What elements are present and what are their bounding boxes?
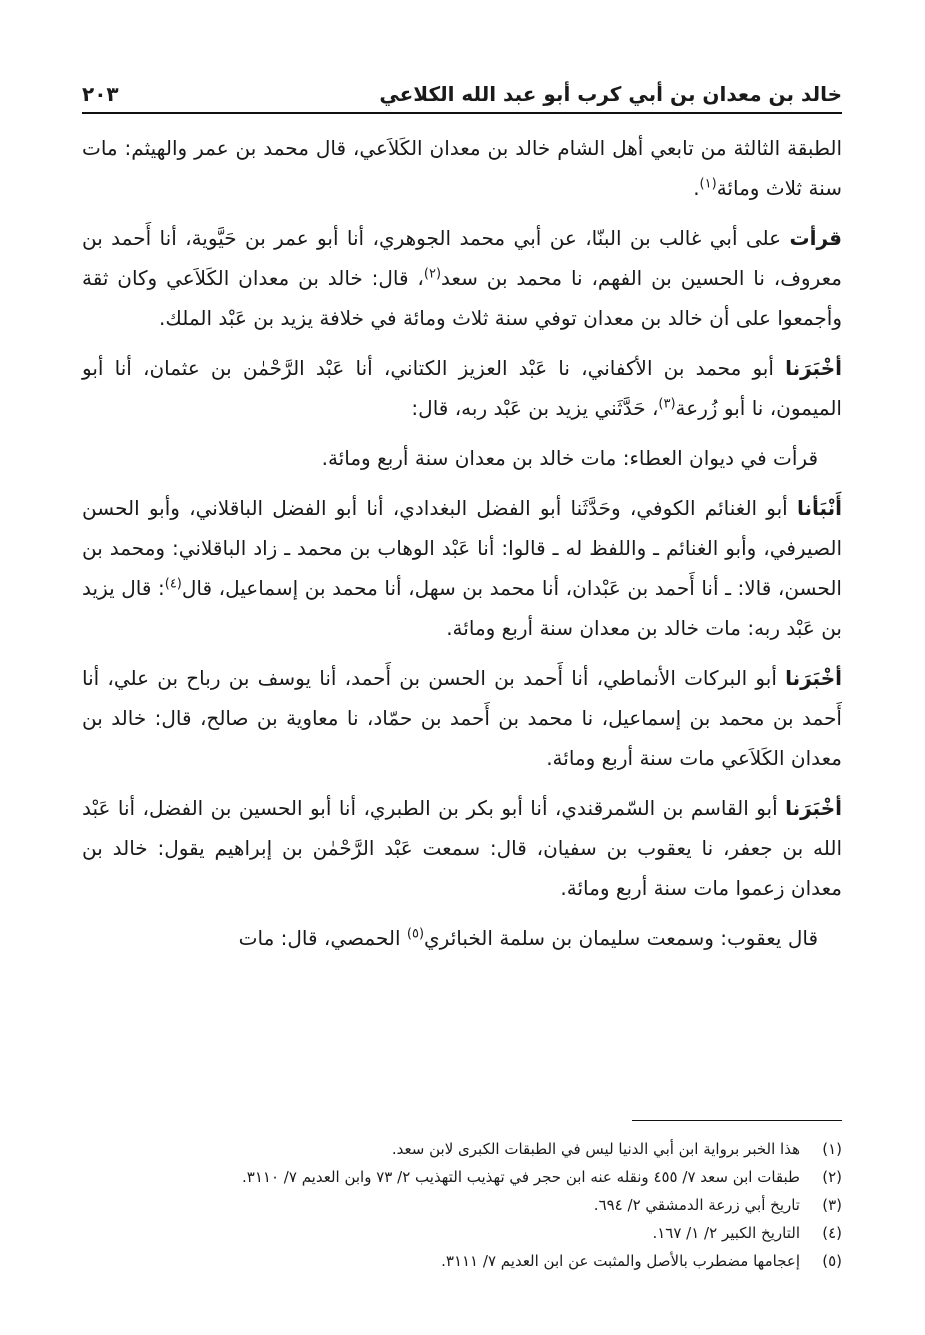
paragraph [82, 788, 842, 908]
paragraph-tail: : قال يزيد بن عَبْد ربه: مات خالد بن معدان سنة أربع ومائة. [82, 576, 842, 640]
running-header [82, 70, 842, 114]
footnote-text: هذا الخبر برواية ابن أبي الدنيا ليس في الطبقات الكبرى لابن سعد. [391, 1140, 800, 1158]
footnote-number: (١) [822, 1140, 842, 1158]
footnote-item [82, 1191, 842, 1219]
footnote-number: (٥) [822, 1252, 842, 1270]
paragraph-lead: قرأت [789, 226, 842, 250]
paragraph-text: الطبقة الثالثة من تابعي أهل الشام خالد بن معدان الكَلاَعي، قال محمد بن عمر والهيثم: مات سنة ثلاث ومائة [82, 136, 842, 200]
footnote-text: التاريخ الكبير ٢/ ١/ ١٦٧. [652, 1224, 800, 1242]
footnote-text: تاريخ أبي زرعة الدمشقي ٢/ ٦٩٤. [593, 1196, 800, 1214]
paragraph [82, 128, 842, 208]
paragraph [82, 348, 842, 428]
paragraph-text: قال يعقوب: وسمعت سليمان بن سلمة الخبائري [424, 926, 818, 950]
header-title: خالد بن معدان بن أبي كرب أبو عبد الله الكلاعي [379, 82, 842, 106]
paragraph-tail: . [693, 176, 700, 200]
page-number: ٢٠٣ [82, 82, 119, 106]
footnote-item [82, 1135, 842, 1163]
paragraph-text: أبو البركات الأنماطي، أنا أَحمد بن الحسن بن أَحمد، أنا يوسف بن رباح بن علي، أنا أَحمد بن محمد بن إسماعيل، نا محمد بن أَحمد بن حمّاد، نا معاوية بن صالح، قال: خالد بن معدان الكَلاَعي مات سنة أربع ومائة. [82, 666, 842, 770]
footnote-item [82, 1219, 842, 1247]
footnote-text: إعجامها مضطرب بالأصل والمثبت عن ابن العديم ٧/ ٣١١١. [441, 1252, 800, 1270]
main-text [82, 128, 842, 958]
footnote-text: طبقات ابن سعد ٧/ ٤٥٥ ونقله عنه ابن حجر في تهذيب التهذيب ٢/ ٧٣ وابن العديم ٧/ ٣١١٠. [242, 1168, 800, 1186]
footnote-item [82, 1163, 842, 1191]
paragraph-lead: أخْبَرَنا [785, 356, 842, 380]
paragraph-text: أبو محمد بن الأكفاني، نا عَبْد العزيز الكتاني، أنا عَبْد الرَّحْمٰن بن عثمان، أنا أبو الميمون، نا أبو زُرعة [82, 356, 842, 420]
paragraph [82, 218, 842, 338]
footnote-list [82, 1135, 842, 1275]
paragraph-lead: أخْبَرَنا [785, 666, 842, 690]
paragraph-tail: الحمصي، قال: مات [238, 926, 407, 950]
footnote-item [82, 1247, 842, 1275]
paragraph [82, 488, 842, 648]
paragraph-tail: ، حَدَّثَني يزيد بن عَبْد ربه، قال: [411, 396, 659, 420]
paragraph [82, 438, 842, 478]
footnote-marker: (٣) [658, 396, 676, 412]
footnotes [82, 1120, 842, 1275]
footnote-rule [632, 1120, 842, 1121]
paragraph-text: على أبي غالب بن البنّا، عن أبي محمد الجوهري، أنا أبو عمر بن حَيَّوية، أنا أَحمد بن معروف، نا الحسين بن الفهم، نا محمد بن سعد [82, 226, 842, 290]
paragraph-text: أبو الغنائم الكوفي، وحَدَّثَنا أبو الفضل البغدادي، أنا أبو الفضل الباقلاني، وأبو الحسن الصيرفي، وأبو الغنائم ـ واللفظ له ـ قالوا: أنا عَبْد الوهاب بن محمد ـ زاد الباقلاني: ومحمد بن الحسن، قالا: ـ أنا أَحمد بن عَبْدان، أنا محمد بن سهل، أنا محمد بن إسماعيل، قال [82, 496, 842, 600]
paragraph-text: قرأت في ديوان العطاء: مات خالد بن معدان سنة أربع ومائة. [321, 446, 818, 470]
book-page [82, 70, 842, 1310]
paragraph-text: أبو القاسم بن السّمرقندي، أنا أبو بكر بن الطبري، أنا أبو الحسين بن الفضل، أنا عَبْد الله بن جعفر، نا يعقوب بن سفيان، قال: سمعت عَبْد الرَّحْمٰن بن إبراهيم يقول: خالد بن معدان زعموا مات سنة أربع ومائة. [82, 796, 842, 900]
paragraph-lead: أخْبَرَنا [785, 796, 842, 820]
footnote-marker: (٥) [406, 926, 425, 942]
footnote-marker: (٤) [164, 576, 182, 592]
paragraph-lead: أَنْبَأنا [796, 496, 842, 520]
footnote-number: (٢) [822, 1168, 842, 1186]
paragraph-tail: ، قال: خالد بن معدان الكَلاَعي وكان ثقة وأجمعوا على أن خالد بن معدان توفي سنة ثلاث ومائة في خلافة يزيد بن عَبْد الملك. [82, 266, 842, 330]
paragraph [82, 658, 842, 778]
footnote-number: (٤) [822, 1224, 842, 1242]
footnote-number: (٣) [822, 1196, 842, 1214]
footnote-marker: (٢) [423, 266, 442, 282]
paragraph [82, 918, 842, 958]
footnote-marker: (١) [699, 176, 717, 192]
